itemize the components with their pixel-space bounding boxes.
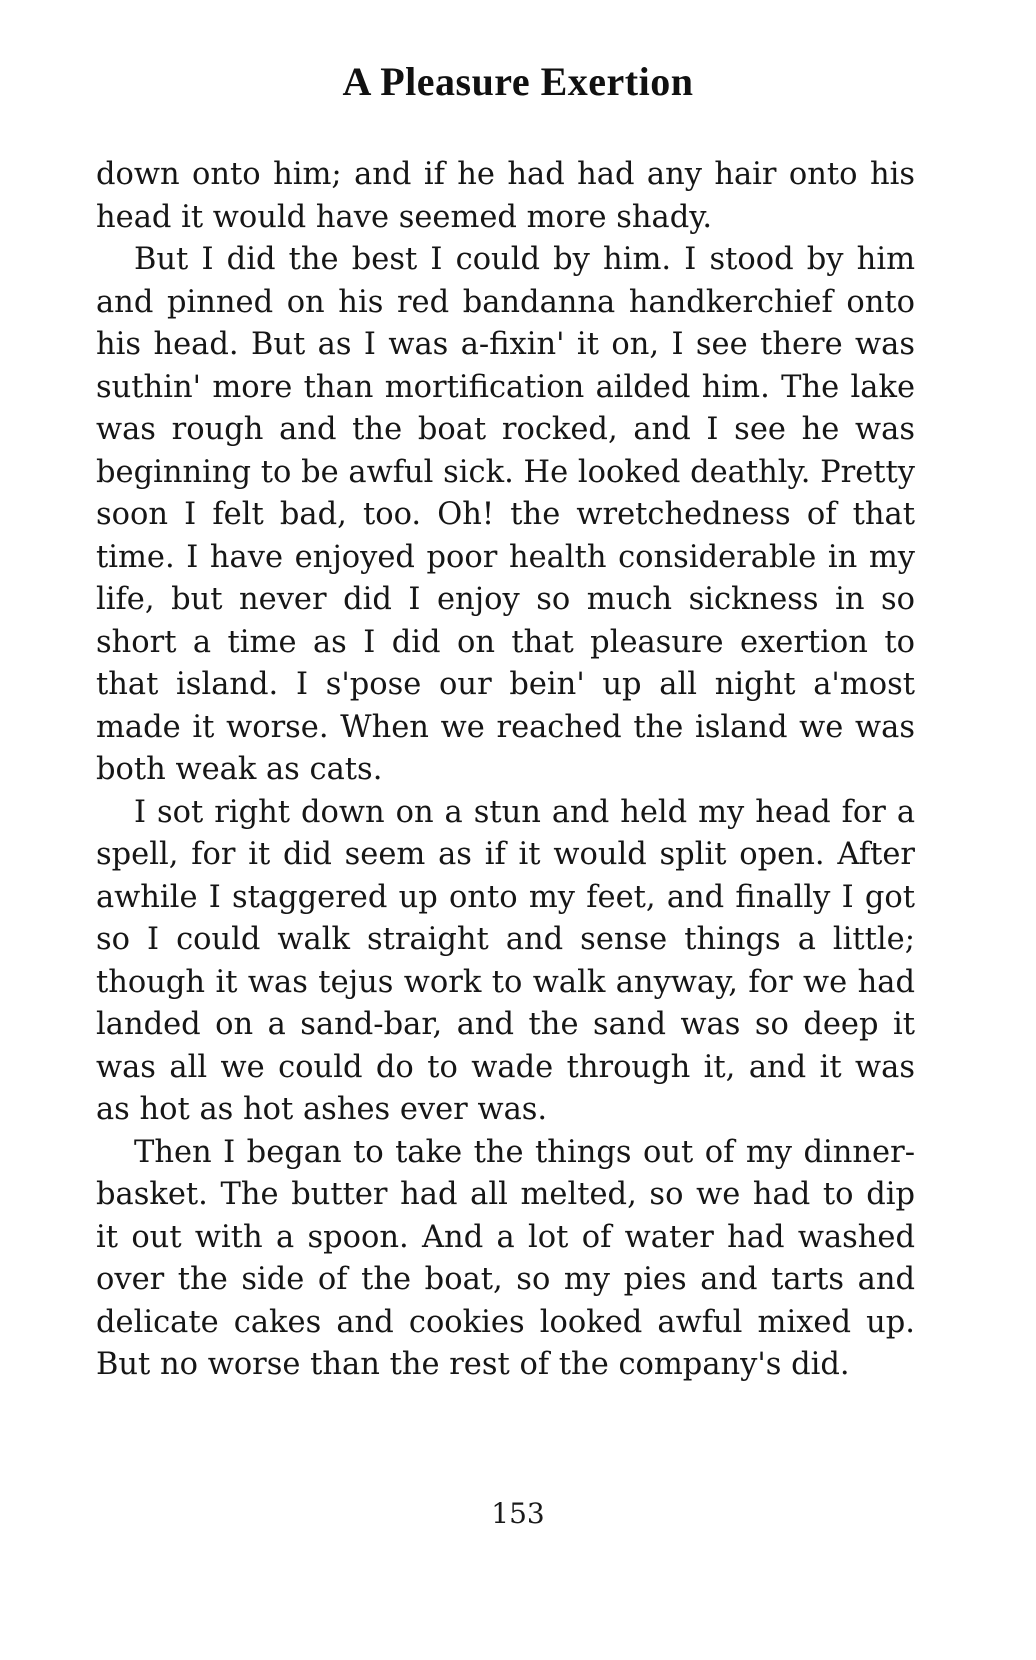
- body-text: [96, 154, 915, 1387]
- page-number: 153: [491, 1497, 545, 1530]
- paragraph: But I did the best I could by him. I stood by him and pinned on his red bandanna handkerchief onto his head. But as I was a-fixin' it on, I see there was suthin' more than mortification ailded him. The lake was rough and the boat rocked, and I see he was beginning to be awful sick. He looked deathly. Pretty soon I felt bad, too. Oh! the wretchedness of that time. I have enjoyed poor health considerable in my life, but never did I enjoy so much sickness in so short a time as I did on that pleasure exertion to that island. I s'pose our bein' up all night a'most made it worse. When we reached the island we was both weak as cats.: [96, 242, 915, 787]
- paragraph: I sot right down on a stun and held my head for a spell, for it did seem as if it would split open. After awhile I staggered up onto my feet, and finally I got so I could walk straight and sense things a little; though it was tejus work to walk anyway, for we had landed on a sand-bar, and the sand was so deep it was all we could do to wade through it, and it was as hot as hot ashes ever was.: [96, 794, 915, 1127]
- paragraph: Then I began to take the things out of my dinner-basket. The butter had all melted, so we had to dip it out with a spoon. And a lot of water had washed over the side of the boat, so my pies and tarts and delicate cakes and cookies looked awful mixed up. But no worse than the rest of the company's did.: [96, 1134, 915, 1382]
- running-head-title: A Pleasure Exertion: [342, 59, 694, 104]
- paragraph-continued: down onto him; and if he had had any hair onto his head it would have seemed more shady.: [96, 157, 915, 235]
